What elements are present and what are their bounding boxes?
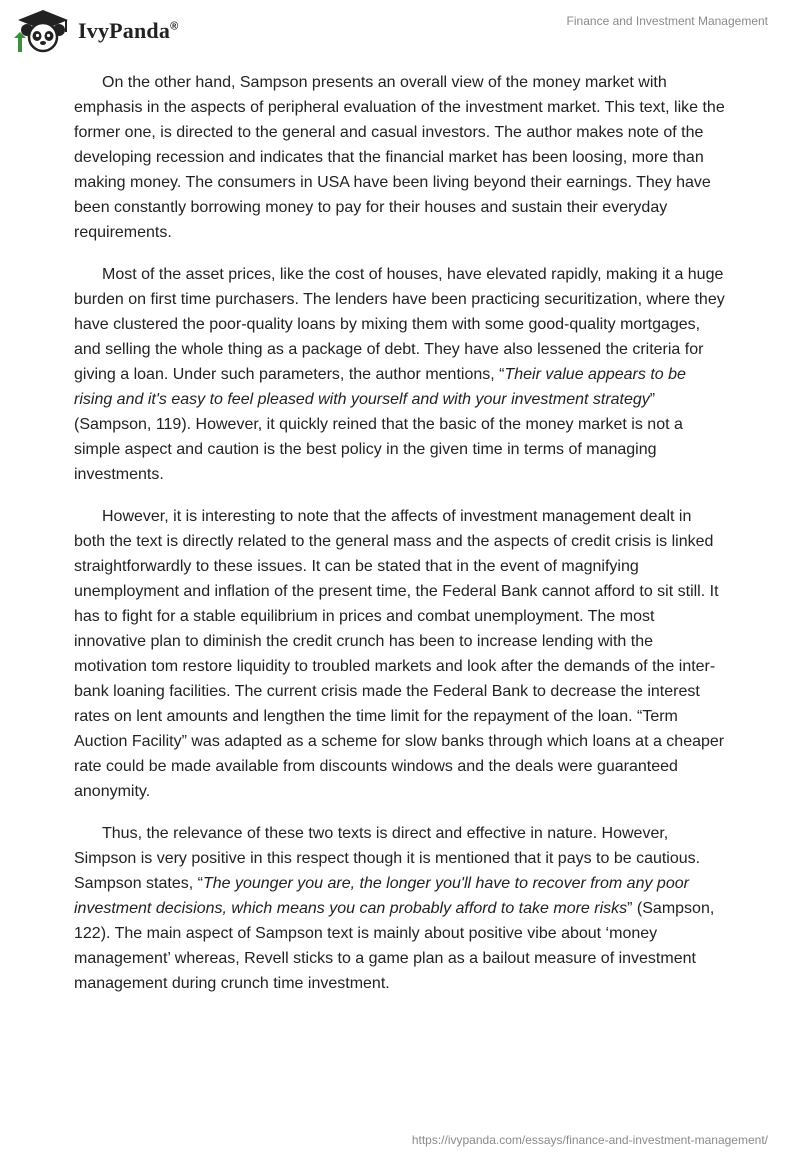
essay-paragraph [74,70,726,245]
paragraph-text: Most of the asset prices, like the cost of houses, have elevated rapidly, making it a huge burden on first time purchasers. The lenders have been practicing securitization, where they have clustered the poor-quality loans by mixing them with some good-quality mortgages, and selling the whole thing as a package of debt. They have also lessened the criteria for giving a loan. Under such parameters, the author mentions, “ [74,266,725,383]
quoted-text: Their value appears to be rising and it's easy to feel pleased with yourself and with your investment strategy [74,366,686,408]
brand-name: IvyPanda® [78,18,179,43]
page-header [0,0,800,60]
document-title: Finance and Investment Management [566,14,768,28]
ivypanda-logo[interactable] [14,8,178,54]
essay-paragraph [74,504,726,804]
source-url[interactable]: https://ivypanda.com/essays/finance-and-investment-management/ [411,1133,768,1147]
essay-body [74,70,726,1013]
paragraph-text: ” (Sampson, 119). However, it quickly reined that the basic of the money market is not a simple aspect and caution is the best policy in the given time in terms of managing investments. [74,391,683,483]
essay-paragraph [74,821,726,996]
paragraph-text: On the other hand, Sampson presents an overall view of the money market with emphasis in the aspects of peripheral evaluation of the investment market. This text, like the former one, is directed to the general and casual investors. The author makes note of the developing recession and indicates that the financial market has been loosing, more than making money. The consumers in USA have been living beyond their earnings. They have been constantly borrowing money to pay for their houses and sustain their everyday requirements. [74,74,725,241]
essay-paragraph [74,262,726,487]
quoted-text: The younger you are, the longer you'll have to recover from any poor investment decisions, which means you can probably afford to take more risks [74,875,689,917]
paragraph-text: Thus, the relevance of these two texts is direct and effective in nature. However, Simpson is very positive in this respect though it is mentioned that it pays to be cautious. Sampson states, “ [74,825,701,892]
paragraph-text: However, it is interesting to note that the affects of investment management dealt in both the text is directly related to the general mass and the aspects of credit crisis is linked straightforwardly to these issues. It can be stated that in the event of magnifying unemployment and inflation of the present time, the Federal Bank cannot afford to sit still. It has to fight for a stable equilibrium in prices and combat unemployment. The most innovative plan to diminish the credit crunch has been to increase lending with the motivation tom restore liquidity to troubled markets and look after the demands of the inter-bank loaning facilities. The current crisis made the Federal Bank to decrease the interest rates on lent amounts and lengthen the time limit for the repayment of the loan. “Term Auction Facility” was adapted as a scheme for slow banks through which loans at a cheaper rate could be made available from discounts windows and the deals were guaranteed anonymity. [74,508,725,800]
paragraph-text: ” (Sampson, 122). The main aspect of Sampson text is mainly about positive vibe about ‘money management’ whereas, Revell sticks to a game plan as a bailout measure of investment management during crunch time investment. [74,900,715,992]
panda-graduation-cap-icon [14,8,72,54]
